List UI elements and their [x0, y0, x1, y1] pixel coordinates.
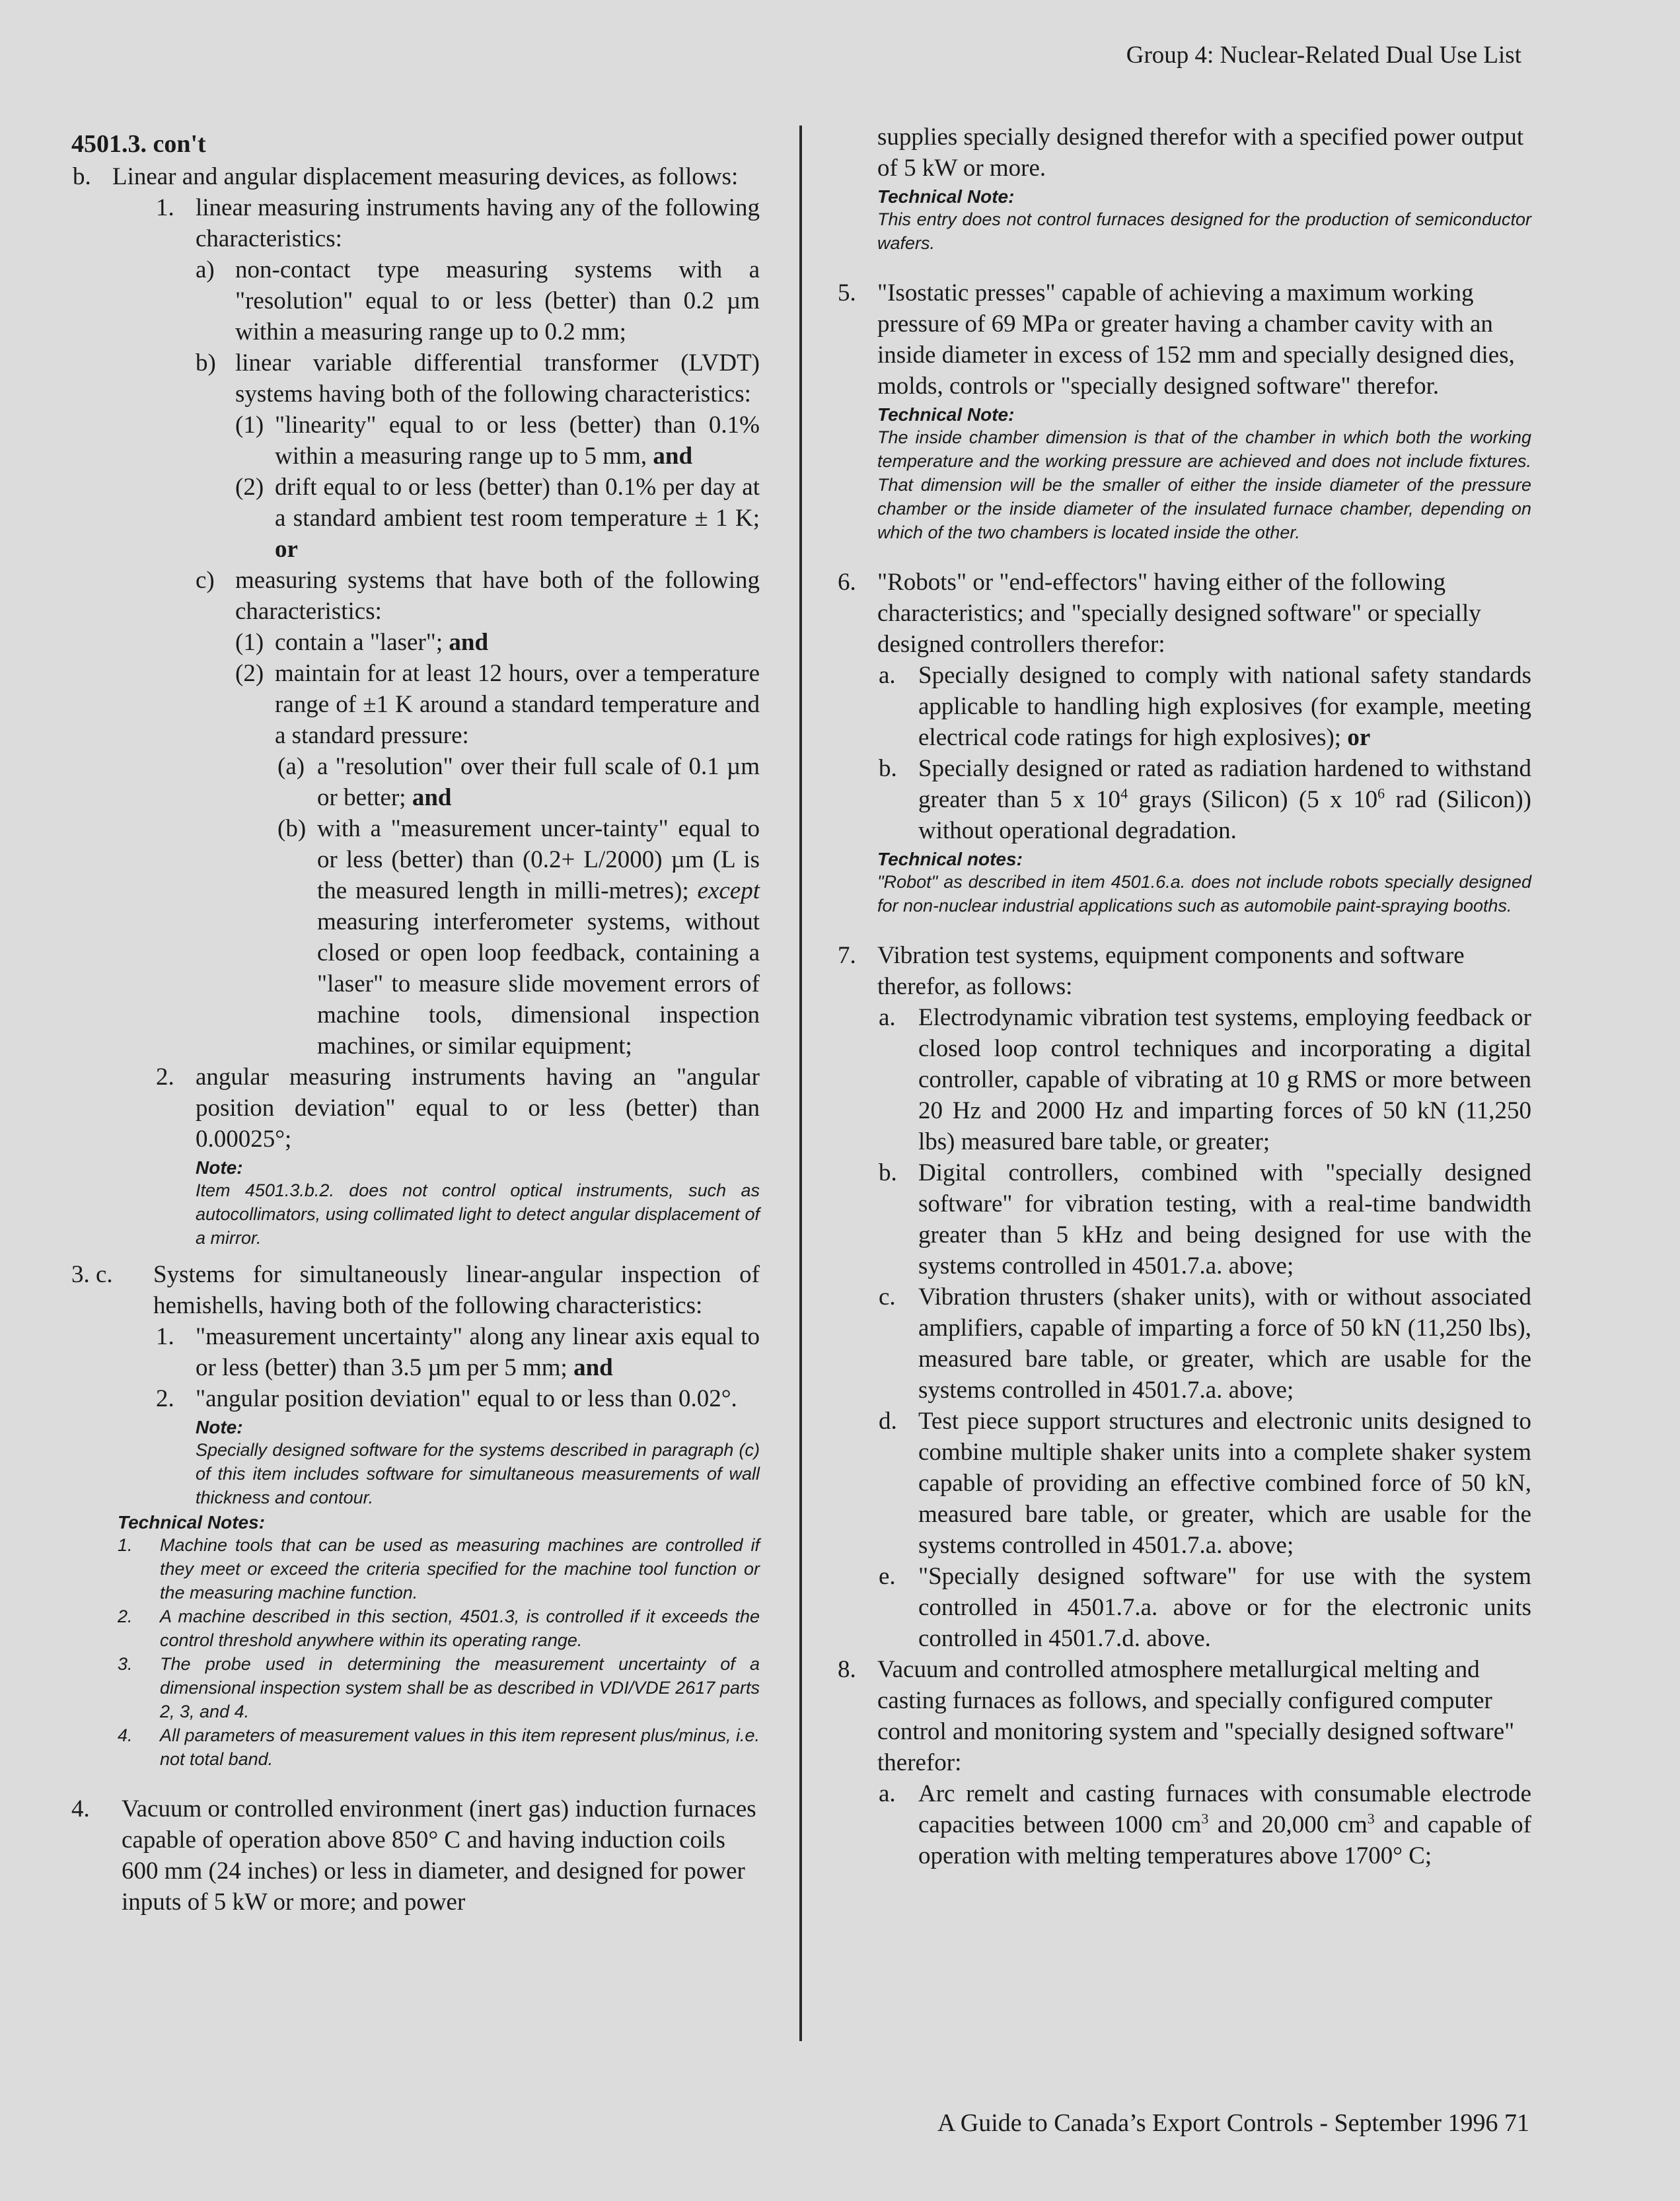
note-title: Technical Note:: [877, 404, 1015, 425]
note-b2: [196, 1157, 760, 1250]
note-item-5: [877, 404, 1531, 544]
technical-note-1: 1. Machine tools that can be used as measuring machines are controlled if they meet or exceed the criteria specified for the machine tool function or the measuring machine function.: [118, 1535, 760, 1603]
item-7e: e. "Specially designed software" for use with the system controlled in 4501.7.a. above or for the electronic units controlled in 4501.7.d. above.: [879, 1563, 1531, 1652]
technical-notes-title: Technical Notes:: [118, 1512, 266, 1533]
item-8: 8. Vacuum and controlled atmosphere metallurgical melting and casting furnaces as follows, and specially configured computer control and monitoring system and "specially designed software" therefor:: [838, 1656, 1515, 1776]
note-body: "Robot" as described in item 4501.6.a. does not include robots specially designed for non-nuclear industrial applications such as automobile paint-spraying booths.: [877, 872, 1531, 916]
item-7c: c. Vibration thrusters (shaker units), with or without associated amplifiers, capable of imparting a force of 50 kN (11,250 lbs), measured bare table, or greater, which are usable for the systems controlled in 4501.7.a. above;: [879, 1283, 1531, 1404]
note-title: Technical Note:: [877, 186, 1015, 207]
column-divider: [799, 126, 802, 2041]
note-body: This entry does not control furnaces designed for the production of semiconductor wafers.: [877, 209, 1531, 253]
item-b2: 2. angular measuring instruments having an "angular position deviation" equal to or less (better) than 0.00025°;: [156, 1064, 760, 1153]
item-b1c2a: (a) a "resolution" over their full scale of 0.1 µm or better; and: [277, 753, 760, 811]
note-body: The inside chamber dimension is that of the chamber in which both the working temperature and the working pressure are achieved and does not include fixtures. That dimension will be the smaller of either the inside diameter of the pressure chamber or the inside diameter of the insulated furnace chamber, depending on which of the two chambers is located inside the other.: [877, 427, 1531, 542]
left-column: [71, 129, 760, 1918]
item-b1c: c) measuring systems that have both of the following characteristics:: [196, 567, 760, 625]
item-b1a: a) non-contact type measuring systems with a "resolution" equal to or less (better) than 0.2 µm within a measuring range up to 0.2 mm;: [196, 256, 760, 345]
item-7: 7. Vibration test systems, equipment components and software therefor, as follows:: [838, 942, 1465, 1000]
item-4-continued: supplies specially designed therefor with a specified power output of 5 kW or more.: [877, 124, 1524, 182]
item-b1c2b: (b) with a "measurement uncer-tainty" equal to or less (better) than (0.2+ L/2000) µm (L is the measured length in milli-metres); except measuring interferometer systems, without closed or open loop feedback, containing a "laser" to measure slide movement errors of machine tools, dimensional inspection machines, or similar equipment;: [277, 815, 760, 1060]
item-7a: a. Electrodynamic vibration test systems, employing feedback or closed loop control techniques and incorporating a digital controller, capable of vibrating at 10 g RMS or more between 20 Hz and 2000 Hz and imparting forces of 50 kN (11,250 lbs) measured bare table, or greater;: [879, 1004, 1531, 1155]
note-title: Note:: [196, 1157, 243, 1178]
item-b1c1: (1) contain a "laser"; and: [235, 629, 489, 656]
item-8a: a. Arc remelt and casting furnaces with consumable electrode capacities between 1000 $cm^3$ and 20,000 $cm^3$ and capable of operation with melting temperatures above 1700° C;: [879, 1780, 1532, 1869]
item-b1b: b) linear variable differential transformer (LVDT) systems having both of the following characteristics:: [196, 349, 760, 408]
item-4: 4. Vacuum or controlled environment (inert gas) induction furnaces capable of operation above 850° C and having induction coils 600 mm (24 inches) or less in diameter, and designed for power inputs of 5 kW or more; and power: [71, 1795, 756, 1916]
note-item-6: [877, 849, 1531, 918]
note-body: Specially designed software for the systems described in paragraph (c) of this item includes software for simultaneous measurements of wall thickness and contour.: [196, 1440, 760, 1507]
right-column: [824, 122, 1531, 1871]
section-heading: 4501.3. con't: [71, 130, 206, 158]
note-c: [196, 1417, 760, 1509]
item-5: 5. "Isostatic presses" capable of achieving a maximum working pressure of 69 MPa or greater having a chamber cavity with an inside diameter in excess of 152 mm and specially designed dies, molds, controls or "specially designed software" therefor.: [838, 279, 1515, 400]
note-item-4: [877, 186, 1531, 255]
item-6a: a. Specially designed to comply with national safety standards applicable to handling high explosives (for example, meeting electrical code ratings for high explosives); or: [879, 662, 1531, 751]
item-b1c2: (2) maintain for at least 12 hours, over a temperature range of ±1 K around a standard temperature and a standard pressure:: [235, 660, 760, 749]
page-footer: A Guide to Canada’s Export Controls - September 1996 71: [937, 2109, 1529, 2137]
technical-notes: [118, 1512, 760, 1771]
item-7d: d. Test piece support structures and electronic units designed to combine multiple shaker units into a complete shaker system capable of providing an effective combined force of 50 kN, measured bare table, or greater, which are usable for the systems controlled in 4501.7.a. above;: [879, 1408, 1531, 1559]
item-c: 3. c. Systems for simultaneously linear-angular inspection of hemishells, having both of the following characteristics:: [71, 1261, 760, 1319]
item-c2: 2. "angular position deviation" equal to or less than 0.02°.: [156, 1385, 737, 1412]
item-7b: b. Digital controllers, combined with "specially designed software" for vibration testing, with a real-time bandwidth greater than 5 kHz and being designed for use with the systems controlled in 4501.7.a. above;: [879, 1159, 1531, 1280]
note-title: Technical notes:: [877, 849, 1023, 869]
page-header: Group 4: Nuclear-Related Dual Use List: [1126, 42, 1521, 69]
item-c1: 1. "measurement uncertainty" along any linear axis equal to or less (better) than 3.5 µm per 5 mm; and: [156, 1323, 760, 1381]
item-6: 6. "Robots" or "end-effectors" having either of the following characteristics; and "specially designed software" or specially designed controllers therefor:: [838, 569, 1481, 658]
item-b1b1: (1) "linearity" equal to or less (better) than 0.1% within a measuring range up to 5 mm, and: [235, 412, 760, 470]
item-6b: b. Specially designed or rated as radiation hardened to withstand greater than 5 x $10^4$ grays (Silicon) (5 x $10^6$ rad (Silicon)) without operational degradation.: [879, 755, 1531, 844]
note-body: Item 4501.3.b.2. does not control optical instruments, such as autocollimators, using collimated light to detect angular displacement of a mirror.: [196, 1180, 760, 1248]
item-b1: 1. linear measuring instruments having any of the following characteristics:: [156, 194, 760, 252]
item-b1b2: (2) drift equal to or less (better) than 0.1% per day at a standard ambient test room temperature ± 1 K; or: [235, 474, 760, 563]
technical-note-2: 2. A machine described in this section, 4501.3, is controlled if it exceeds the control threshold anywhere within its operating range.: [118, 1606, 760, 1650]
note-title: Note:: [196, 1417, 243, 1437]
item-b: b. Linear and angular displacement measuring devices, as follows:: [73, 163, 739, 190]
technical-note-3: 3. The probe used in determining the measurement uncertainty of a dimensional inspection system shall be as described in VDI/VDE 2617 parts 2, 3, and 4.: [118, 1654, 760, 1721]
technical-note-4: 4. All parameters of measurement values in this item represent plus/minus, i.e. not total band.: [118, 1725, 760, 1769]
